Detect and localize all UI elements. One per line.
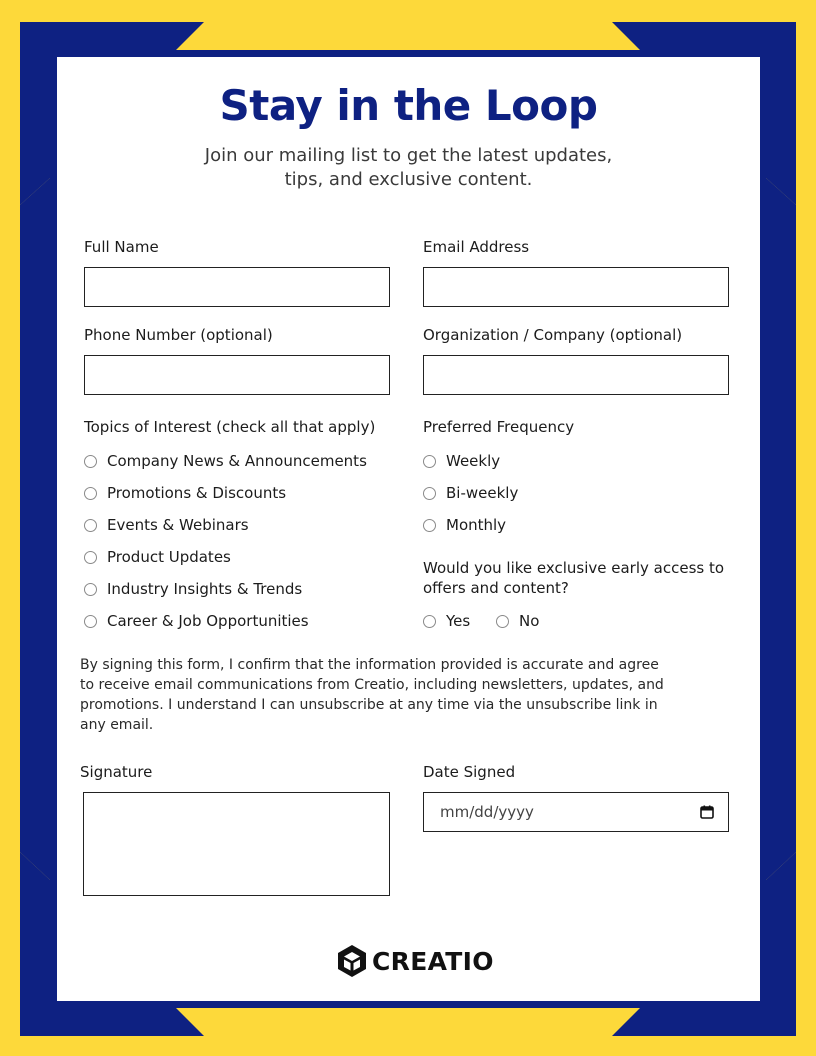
date-placeholder: mm/dd/yyyy [440, 803, 534, 821]
option-label: Company News & Announcements [107, 452, 367, 470]
frequency-option-biweekly[interactable] [423, 484, 518, 502]
subtitle-line: tips, and exclusive content. [284, 169, 533, 190]
consent-line: promotions. I understand I can unsubscribe at any time via the unsubscribe link in [80, 697, 658, 713]
option-label: Product Updates [107, 548, 231, 566]
radio-button[interactable] [84, 583, 97, 596]
radio-button[interactable] [84, 487, 97, 500]
radio-button[interactable] [84, 551, 97, 564]
creatio-logo [336, 944, 494, 978]
topic-option[interactable] [84, 484, 286, 502]
option-label: Weekly [446, 452, 501, 470]
page-title: Stay in the Loop [219, 81, 598, 130]
option-label: No [519, 612, 540, 630]
date-signed-input[interactable] [423, 792, 729, 832]
frequency-option-monthly[interactable] [423, 516, 506, 534]
calendar-icon[interactable] [700, 805, 714, 819]
radio-button[interactable] [84, 519, 97, 532]
early-access-label [423, 558, 724, 598]
early-access-no[interactable] [496, 612, 539, 630]
radio-button[interactable] [496, 615, 509, 628]
creatio-logo-icon [336, 944, 368, 978]
phone-input[interactable] [84, 355, 390, 395]
topic-option[interactable] [84, 452, 367, 470]
phone-label: Phone Number (optional) [84, 326, 273, 344]
topic-option[interactable] [84, 580, 302, 598]
frequency-option-weekly[interactable] [423, 452, 500, 470]
subtitle-line: Join our mailing list to get the latest updates, [204, 145, 613, 166]
topic-option[interactable] [84, 612, 309, 630]
consent-line: any email. [80, 717, 154, 733]
logo-wordmark: CREATIO [372, 946, 494, 976]
full-name-label: Full Name [84, 238, 159, 256]
early-access-yes[interactable] [423, 612, 470, 630]
option-label: Bi-weekly [446, 484, 519, 502]
option-label: Yes [446, 612, 471, 630]
consent-line: By signing this form, I confirm that the information provided is accurate and agree [80, 657, 659, 673]
early-access-line: offers and content? [423, 579, 569, 597]
full-name-input[interactable] [84, 267, 390, 307]
signature-label: Signature [80, 763, 153, 781]
consent-line: to receive email communications from Creatio, including newsletters, updates, and [80, 677, 664, 693]
radio-button[interactable] [423, 455, 436, 468]
email-label: Email Address [423, 238, 530, 256]
topics-label: Topics of Interest (check all that apply) [84, 418, 376, 436]
option-label: Career & Job Opportunities [107, 612, 309, 630]
option-label: Events & Webinars [107, 516, 249, 534]
organization-label: Organization / Company (optional) [423, 326, 683, 344]
option-label: Monthly [446, 516, 507, 534]
radio-button[interactable] [84, 615, 97, 628]
frequency-label: Preferred Frequency [423, 418, 575, 436]
topic-option[interactable] [84, 548, 231, 566]
organization-input[interactable] [423, 355, 729, 395]
signature-box[interactable] [83, 792, 390, 896]
radio-button[interactable] [423, 487, 436, 500]
radio-button[interactable] [423, 615, 436, 628]
date-signed-label: Date Signed [423, 763, 516, 781]
topic-option[interactable] [84, 516, 249, 534]
radio-button[interactable] [84, 455, 97, 468]
option-label: Industry Insights & Trends [107, 580, 303, 598]
early-access-line: Would you like exclusive early access to [423, 559, 725, 577]
page-subtitle [157, 144, 660, 192]
consent-text [80, 655, 710, 735]
form-card [57, 57, 760, 1001]
option-label: Promotions & Discounts [107, 484, 287, 502]
radio-button[interactable] [423, 519, 436, 532]
email-input[interactable] [423, 267, 729, 307]
